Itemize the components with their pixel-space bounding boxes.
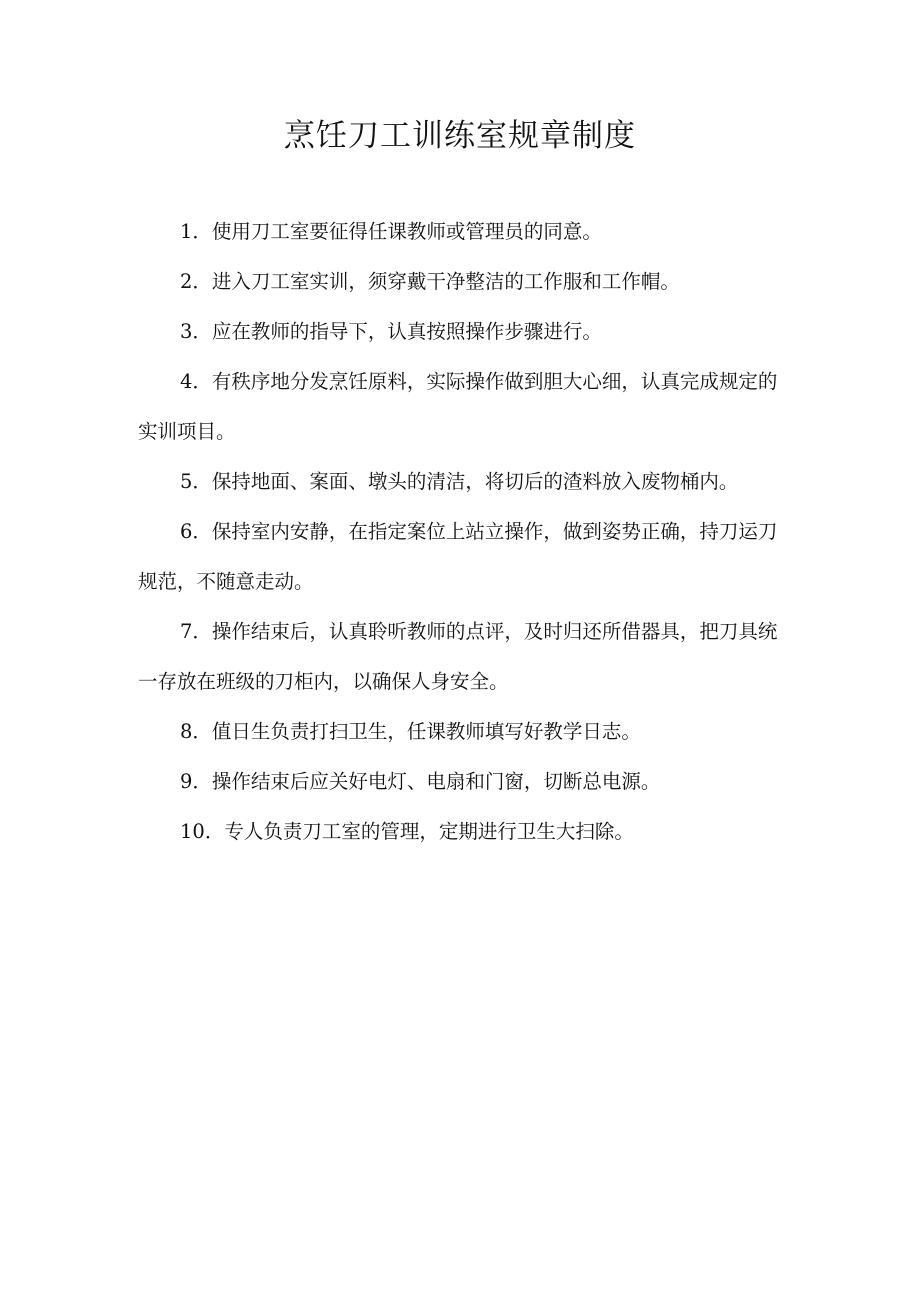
- rule-item-7: [138, 607, 793, 707]
- rule-item-5: [138, 457, 793, 507]
- rules-list: [138, 207, 793, 857]
- rule-item-6: [138, 507, 793, 607]
- rule-item-1: [138, 207, 793, 257]
- rule-text: ．保持地面、案面、墩头的清洁，将切后的渣料放入废物桶内。: [192, 470, 739, 493]
- rule-number: 4: [180, 370, 193, 393]
- rule-number: 9: [180, 770, 193, 793]
- rule-number: 1: [180, 220, 193, 243]
- rule-item-9: [138, 757, 793, 807]
- rule-number: 3: [180, 320, 193, 343]
- rule-text: ．进入刀工室实训，须穿戴干净整洁的工作服和工作帽。: [192, 270, 680, 293]
- rule-text: ．保持室内安静，在指定案位上站立操作，做到姿势正确，持刀运刀规范，不随意走动。: [138, 520, 778, 593]
- rule-text: ．操作结束后应关好电灯、电扇和门窗，切断总电源。: [192, 770, 661, 793]
- rule-number: 6: [180, 520, 193, 543]
- rule-text: ．有秩序地分发烹饪原料，实际操作做到胆大心细，认真完成规定的实训项目。: [138, 370, 778, 443]
- rule-item-8: [138, 707, 793, 757]
- document-title: 烹饪刀工训练室规章制度: [284, 118, 636, 154]
- rule-number: 5: [180, 470, 193, 493]
- rule-number: 10: [180, 820, 205, 843]
- rule-item-10: [138, 807, 793, 857]
- rule-text: ．值日生负责打扫卫生，任课教师填写好教学日志。: [192, 720, 641, 743]
- rule-text: ．使用刀工室要征得任课教师或管理员的同意。: [192, 220, 602, 243]
- rule-item-4: [138, 357, 793, 457]
- rule-number: 8: [180, 720, 193, 743]
- rule-item-3: [138, 307, 793, 357]
- rule-text: ．应在教师的指导下，认真按照操作步骤进行。: [192, 320, 602, 343]
- rule-text: ．专人负责刀工室的管理，定期进行卫生大扫除。: [204, 820, 634, 843]
- rule-number: 7: [180, 620, 193, 643]
- rule-text: ．操作结束后，认真聆听教师的点评，及时归还所借器具，把刀具统一存放在班级的刀柜内，以确保人身安全。: [138, 620, 778, 693]
- rule-number: 2: [180, 270, 193, 293]
- rule-item-2: [138, 257, 793, 307]
